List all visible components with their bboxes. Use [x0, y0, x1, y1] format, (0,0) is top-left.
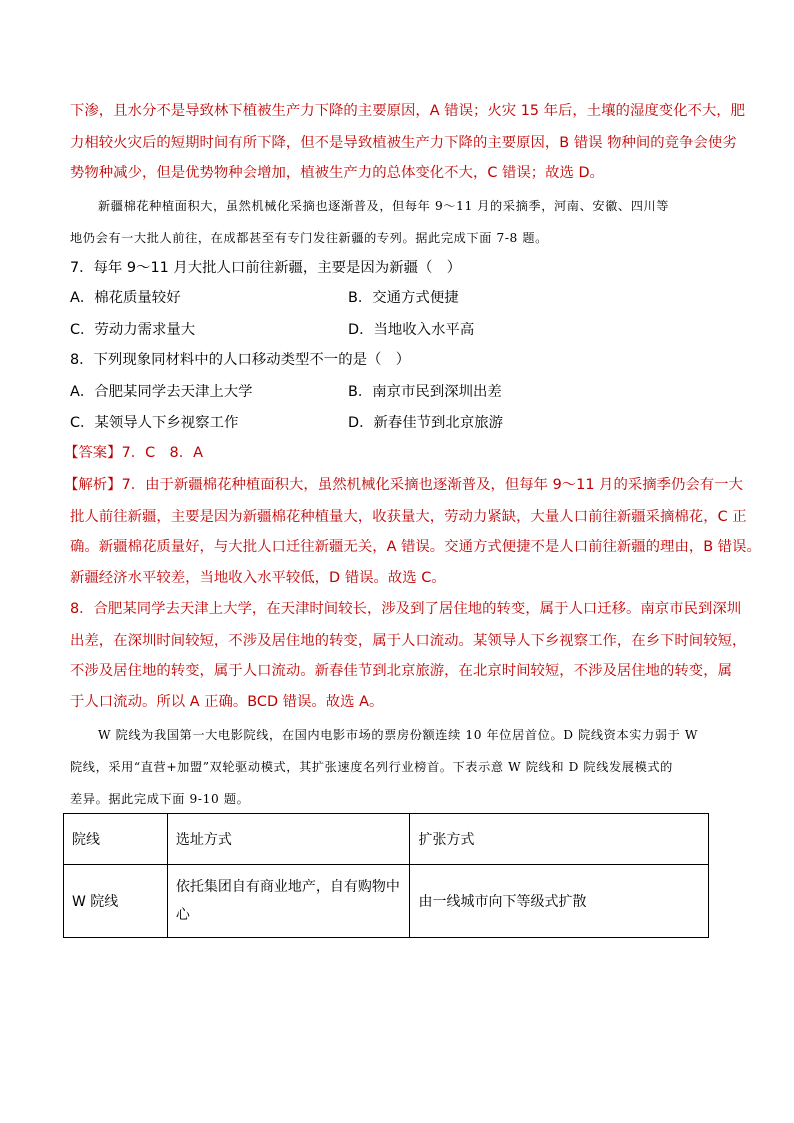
material-7-8-line-2: 地仍会有一大批人前往，在成都甚至有专门发往新疆的专列。据此完成下面 7-8 题。	[70, 231, 548, 245]
analysis-line-2: 批人前往新疆，主要是因为新疆棉花种植量大，收获量大，劳动力紧缺，大量人口前往新疆采摘棉花，C 正	[70, 509, 747, 525]
question-8-options-row-2	[70, 413, 503, 433]
question-8-stem: 8．下列现象同材料中的人口移动类型不一的是（ ）	[70, 352, 411, 368]
question-7-options-row-2	[70, 320, 475, 340]
question-7-options-row-1	[70, 288, 459, 308]
table-cell-site-line-2: 心	[175, 907, 190, 923]
question-7-option-c: C．劳动力需求量大	[70, 322, 196, 338]
question-7-option-a: A．棉花质量较好	[70, 290, 181, 306]
question-8-option-a: A．合肥某同学去天津上大学	[70, 384, 253, 400]
table-header-row	[64, 814, 709, 865]
analysis-line-6: 出差，在深圳时间较短，不涉及居住地的转变，属于人口流动。某领导人下乡视察工作，在乡下时间较短，	[70, 633, 747, 649]
material-9-10-line-2: 院线，采用“直营+加盟”双轮驱动模式，其扩张速度名列行业榜首。下表示意 W 院线和 D 院线发展模式的	[70, 760, 673, 774]
analysis-line-4: 新疆经济水平较差，当地收入水平较低，D 错误。故选 C。	[70, 570, 446, 586]
cinema-chain-table	[63, 813, 709, 938]
solution-prev-line-3: 势物种减少，但是优势物种会增加，植被生产力的总体变化不大，C 错误；故选 D。	[70, 165, 604, 181]
table-header-site: 选址方式	[167, 814, 410, 865]
table-cell-expand: 由一线城市向下等级式扩散	[410, 865, 709, 938]
material-9-10-line-1: W 院线为我国第一大电影院线，在国内电影市场的票房份额连续 10 年位居首位。D 院线资本实力弱于 W	[98, 728, 698, 742]
analysis-line-1: 【解析】7．由于新疆棉花种植面积大，虽然机械化采摘也逐渐普及，但每年 9～11 月的采摘季仍会有一大	[64, 477, 743, 493]
table-cell-chain-name: W 院线	[64, 865, 168, 938]
question-7-option-d: D．当地收入水平高	[348, 322, 475, 338]
analysis-line-7: 不涉及居住地的转变，属于人口流动。新春佳节到北京旅游，在北京时间较短，不涉及居住地的转变，属	[70, 663, 732, 679]
table-row	[64, 865, 709, 938]
question-8-option-d: D．新春佳节到北京旅游	[348, 415, 503, 431]
table-header-chain: 院线	[64, 814, 168, 865]
answer-line: 【答案】7．C 8．A	[64, 445, 203, 461]
table-cell-site	[167, 865, 410, 938]
material-9-10-line-3: 差异。据此完成下面 9-10 题。	[70, 792, 250, 806]
solution-prev-line-1: 下渗，且水分不是导致林下植被生产力下降的主要原因，A 错误；火灾 15 年后，土壤的湿度变化不大，肥	[70, 103, 746, 119]
solution-prev-line-2: 力相较火灾后的短期时间有所下降，但不是导致植被生产力下降的主要原因，B 错误 物种间的竞争会使劣	[70, 135, 737, 151]
analysis-line-3: 确。新疆棉花质量好，与大批人口迁往新疆无关，A 错误。交通方式便捷不是人口前往新疆的理由，B 错误。	[70, 539, 761, 555]
analysis-line-5: 8．合肥某同学去天津上大学，在天津时间较长，涉及到了居住地的转变，属于人口迁移。南京市民到深圳	[70, 601, 742, 617]
table-cell-site-line-1: 依托集团自有商业地产，自有购物中	[175, 879, 400, 895]
material-7-8-line-1: 新疆棉花种植面积大，虽然机械化采摘也逐渐普及，但每年 9～11 月的采摘季，河南、安徽、四川等	[98, 199, 670, 213]
question-8-option-c: C．某领导人下乡视察工作	[70, 415, 239, 431]
question-8-options-row-1	[70, 382, 502, 402]
analysis-line-8: 于人口流动。所以 A 正确。BCD 错误。故选 A。	[70, 694, 384, 710]
question-8-option-b: B．南京市民到深圳出差	[348, 384, 502, 400]
question-7-stem: 7．每年 9～11 月大批人口前往新疆，主要是因为新疆（ ）	[70, 260, 462, 276]
question-7-option-b: B．交通方式便捷	[348, 290, 459, 306]
table-header-expand: 扩张方式	[410, 814, 709, 865]
